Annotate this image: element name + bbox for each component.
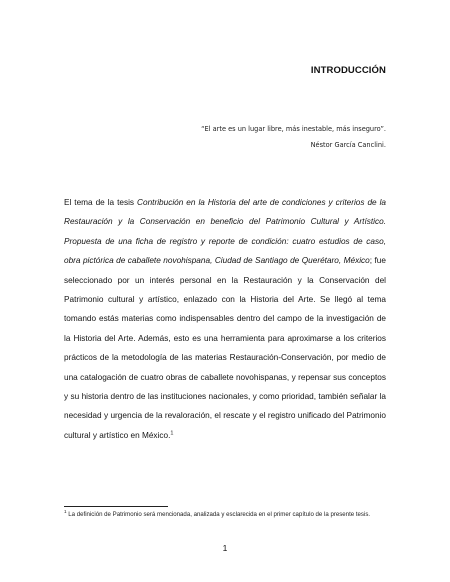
footnote-text: La definición de Patrimonio será mencionada, analizada y esclarecida en el primer capítulo de la presente tesis. [66, 511, 371, 518]
page-number: 1 [222, 543, 228, 553]
paragraph-body: ; fue seleccionado por un interés personal en la Restauración y la Conservación del Patrimonio cultural y artístico, enlazado con la Historia del Arte. Se llegó al tema tomando estás materias como indispensables dentro del campo de la investigación de la Historia del Arte. Además, esto es una herramienta para aproximarse a los criterios prácticos de la metodología de las materias Restauración-Conservación, por medio de una catalogación de cuatro obras de caballete novohispanas, y repensar sus conceptos y su historia dentro de las instituciones nacionales, y como prioridad, también señalar la necesidad y urgencia de la revaloración, el rescate y el registro unificado del Patrimonio cultural y artístico en México. [64, 256, 386, 440]
section-heading: INTRODUCCIÓN [310, 65, 386, 76]
body-paragraph [64, 193, 386, 445]
epigraph [86, 121, 386, 153]
footnote-marker: 1 [64, 508, 67, 514]
footnote [64, 510, 386, 519]
footnote-divider [64, 506, 168, 507]
thesis-title: Contribución en la Historia del arte de condiciones y criterios de la Restauración y la Conservación en beneficio del Patrimonio Cultural y Artístico. Propuesta de una ficha de registro y reporte de condición: cuatro estudios de caso, obra pictórica de caballete novohispana, Ciudad de Santiago de Querétaro, México [64, 198, 387, 266]
footnote-reference[interactable]: 1 [170, 430, 174, 437]
epigraph-author: Néstor García Canclini. [310, 141, 386, 149]
paragraph-lead: El tema de la tesis [64, 198, 138, 207]
epigraph-quote: “El arte es un lugar libre, más inestable, más inseguro”. [201, 125, 386, 133]
